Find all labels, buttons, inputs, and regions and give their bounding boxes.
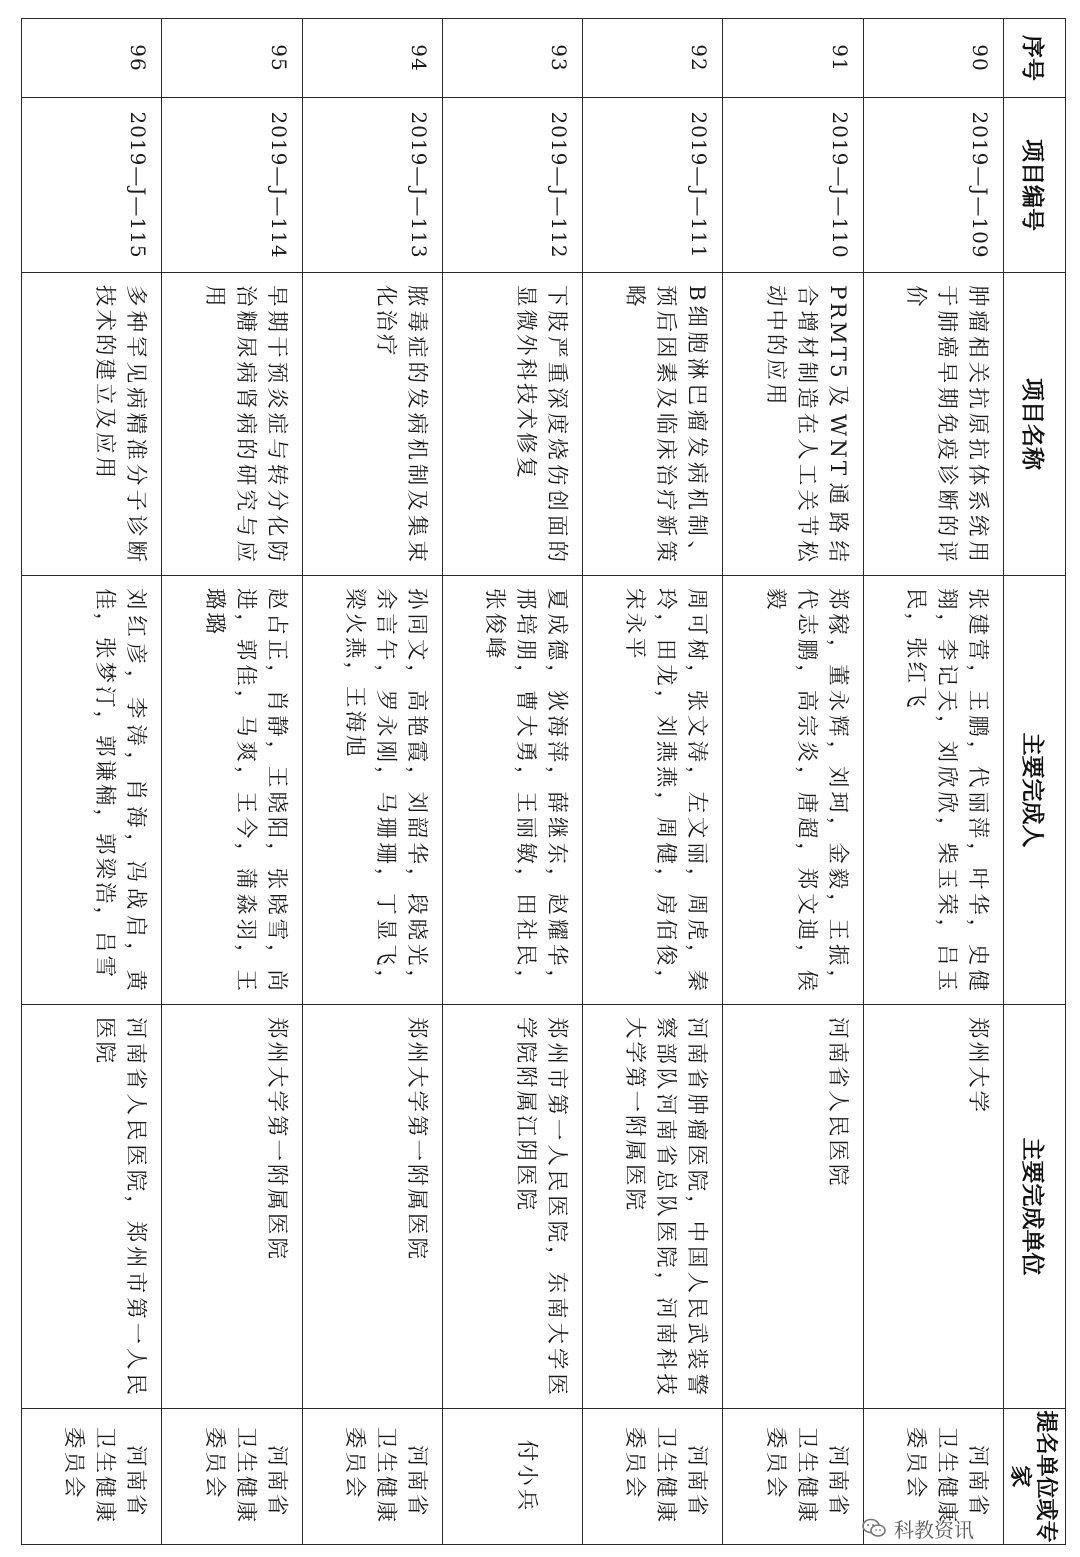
row-code: 2019—J—111 — [583, 98, 723, 273]
nominator-line: 委员会 — [762, 1427, 788, 1501]
nominator-line: 付小兵 — [514, 1439, 540, 1514]
row-project-name: B细胞淋巴瘤发病机制、预后因素及临床治疗新策略 — [583, 273, 723, 576]
table-row — [583, 19, 723, 1545]
wechat-icon — [862, 1518, 886, 1538]
nominator-line: 河南省 — [684, 1445, 710, 1519]
nominator-line: 卫生健康 — [92, 1427, 118, 1526]
row-code: 2019—J—109 — [863, 98, 1003, 273]
nominator-line: 委员会 — [61, 1427, 87, 1501]
table-row — [162, 19, 302, 1545]
header-people: 主要完成人 — [1004, 576, 1066, 1005]
row-code: 2019—J—112 — [442, 98, 582, 273]
row-nominator — [162, 1409, 302, 1545]
row-nominator — [22, 1409, 162, 1545]
row-index: 91 — [723, 19, 863, 98]
row-index: 95 — [162, 19, 302, 98]
row-people: 周可树，张文涛，左文丽，周虎，秦玲，田龙，刘燕燕，周健，房佰俊，宋永平 — [583, 576, 723, 1005]
row-people: 刘红彦，李涛，肖海，冯战启，黄佳，张梦汀，郭谦楠，郭梁浩，吕雪 — [22, 576, 162, 1005]
nominator-line: 委员会 — [903, 1427, 928, 1501]
row-unit: 郑州大学第一附属医院 — [162, 1005, 302, 1409]
watermark — [862, 1512, 1062, 1544]
header-code: 项目编号 — [1004, 98, 1066, 273]
row-project-name: 脓毒症的发病机制及集束化治疗 — [302, 273, 442, 576]
nominator-line: 河南省 — [403, 1445, 429, 1519]
row-index: 90 — [863, 19, 1003, 98]
row-people: 夏成德，狄海萍，薛继东，赵耀华，邢培朋，曹大勇，王丽敏，田社民，张俊峰 — [442, 576, 582, 1005]
row-unit: 河南省人民医院，郑州市第一人民医院 — [22, 1005, 162, 1409]
nominator-line: 卫生健康 — [372, 1427, 398, 1526]
row-project-name: PRMT5及WNT通路结合增材制造在人工关节松动中的应用 — [723, 273, 863, 576]
nominator-line: 委员会 — [201, 1427, 227, 1501]
row-code: 2019—J—110 — [723, 98, 863, 273]
watermark-text: 科教资讯 — [894, 1517, 974, 1542]
row-index: 94 — [302, 19, 442, 98]
row-index: 93 — [442, 19, 582, 98]
row-code: 2019—J—114 — [162, 98, 302, 273]
row-project-name: 肿瘤相关抗原抗体系统用于肺癌早期免疫诊断的评价 — [863, 273, 1003, 576]
nominator-line: 河南省 — [263, 1445, 289, 1519]
table-row — [22, 19, 162, 1545]
row-project-name: 多种罕见病精准分子诊断技术的建立及应用 — [22, 273, 162, 576]
nominator-line: 委员会 — [341, 1427, 367, 1501]
row-people: 赵占正，肖静，王晓阳，张晓雪，尚进，郭佳，马爽，王今，蒲淼羽，王璐璐 — [162, 576, 302, 1005]
row-index: 96 — [22, 19, 162, 98]
row-unit: 郑州大学 — [863, 1005, 1003, 1409]
header-row — [1004, 19, 1066, 1545]
nominator-line: 卫生健康 — [934, 1427, 959, 1526]
header-nominator: 提名单位或专家 — [1004, 1409, 1066, 1545]
nominator-line: 河南省 — [824, 1445, 850, 1519]
row-project-name: 早期干预炎症与转分化防治糖尿病肾病的研究与应用 — [162, 273, 302, 576]
row-nominator — [302, 1409, 442, 1545]
row-unit: 郑州市第一人民医院，东南大学医学院附属江阴医院 — [442, 1005, 582, 1409]
row-people: 郑稼，董永辉，刘珂，金毅，王振，代志鹏，高宗炎，唐超，郑文迪，侯毅 — [723, 576, 863, 1005]
project-table — [21, 18, 1066, 1545]
row-project-name: 下肢严重深度烧伤创面的显微外科技术修复 — [442, 273, 582, 576]
row-nominator — [442, 1409, 582, 1545]
row-index: 92 — [583, 19, 723, 98]
row-code: 2019—J—115 — [22, 98, 162, 273]
row-unit: 河南省人民医院 — [723, 1005, 863, 1409]
nominator-line: 卫生健康 — [653, 1427, 679, 1526]
nominator-line: 河南省 — [965, 1445, 990, 1519]
table-row — [442, 19, 582, 1545]
nominator-line: 卫生健康 — [232, 1427, 258, 1526]
table-row — [863, 19, 1003, 1545]
nominator-line: 委员会 — [622, 1427, 648, 1501]
row-unit: 河南省肿瘤医院，中国人民武装警察部队河南省总队医院，河南科技大学第一附属医院 — [583, 1005, 723, 1409]
row-people: 孙同文，高艳霞，刘韶华，段晓光，余言午，罗永刚，马珊珊，丁显飞，梁火燕，王海旭 — [302, 576, 442, 1005]
header-index: 序号 — [1004, 19, 1066, 98]
row-nominator — [583, 1409, 723, 1545]
header-name: 项目名称 — [1004, 273, 1066, 576]
row-nominator — [723, 1409, 863, 1545]
table-row — [302, 19, 442, 1545]
row-code: 2019—J—113 — [302, 98, 442, 273]
nominator-line: 河南省 — [123, 1445, 149, 1519]
row-unit: 郑州大学第一附属医院 — [302, 1005, 442, 1409]
table-body — [22, 19, 1004, 1545]
header-unit: 主要完成单位 — [1004, 1005, 1066, 1409]
table-row — [723, 19, 863, 1545]
nominator-line: 卫生健康 — [793, 1427, 819, 1526]
row-people: 张建营，王鹏，代丽萍，叶华，史健翔，李记天，刘欣欣，柴玉荣，吕玉民，张红飞 — [863, 576, 1003, 1005]
